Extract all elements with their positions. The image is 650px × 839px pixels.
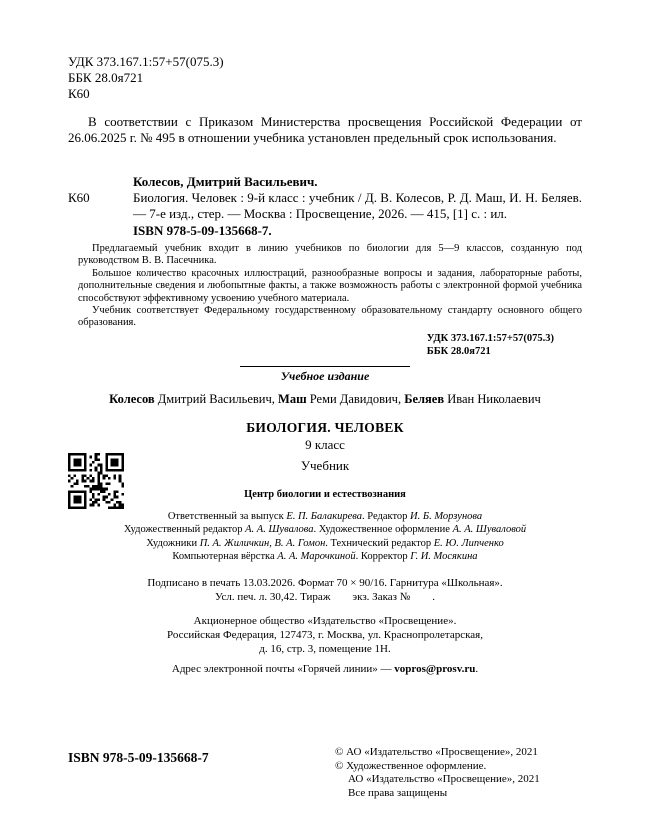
catalog-code: К60 bbox=[68, 190, 90, 205]
udk-code-bold: УДК 373.167.1:57+57(075.3) bbox=[426, 332, 554, 344]
book-code: К60 bbox=[68, 86, 90, 101]
annotation-block bbox=[78, 243, 582, 330]
print-info-line: Подписано в печать 13.03.2026. Формат 70 × 90/16. Гарнитура «Школьная». bbox=[147, 576, 503, 589]
bbk-code: ББК 28.0я721 bbox=[68, 70, 144, 85]
separator-rule bbox=[240, 366, 410, 367]
qr-code-graphic bbox=[68, 453, 124, 509]
hotline-email-line: Адрес электронной почты «Горячей линии» — vopros@prosv.ru. bbox=[171, 662, 479, 675]
credits-line: Художники П. А. Жиличкин, В. А. Гомон. Технический редактор Е. Ю. Липченко bbox=[146, 537, 504, 549]
publisher-block bbox=[0, 614, 650, 656]
credits-block bbox=[0, 510, 650, 564]
annotation-paragraph: Предлагаемый учебник входит в линию учебников по биологии для 5—9 классов, созданную под руководством В. В. Пасечника. bbox=[78, 243, 582, 267]
top-classification-block bbox=[68, 54, 582, 102]
credits-line: Компьютерная вёрстка А. А. Марочкиной. Корректор Г. И. Мосякина bbox=[172, 551, 478, 563]
ministry-order-note: В соответствии с Приказом Министерства просвещения Российской Федерации от 26.06.2025 г. № 495 в отношении учебника установлен предельный срок использования. bbox=[68, 114, 582, 145]
udk-code: УДК 373.167.1:57+57(075.3) bbox=[68, 54, 224, 69]
catalog-author: Колесов, Дмитрий Васильевич. bbox=[133, 174, 318, 189]
annotation-paragraph: Большое количество красочных иллюстраций, разнообразные вопросы и задания, лабораторные работы, дополнительные сведения и любопытные факты, а также возможность работы с электронной формой учебника способствуют эффективному усвоению учебного материала. bbox=[78, 267, 582, 304]
print-info-line: Усл. печ. л. 30,42. Тираж экз. Заказ № . bbox=[215, 590, 435, 603]
publishing-center-name: Центр биологии и естествознания bbox=[244, 488, 406, 500]
copyright-line: © АО «Издательство «Просвещение», 2021 bbox=[335, 746, 538, 758]
book-subtitle: Учебник bbox=[300, 457, 350, 473]
copyright-block bbox=[335, 746, 540, 800]
catalog-entry bbox=[68, 174, 582, 239]
copyright-line: АО «Издательство «Просвещение», 2021 bbox=[348, 773, 540, 785]
qr-code bbox=[68, 453, 124, 509]
catalog-isbn: ISBN 978-5-09-135668-7. bbox=[133, 223, 272, 238]
print-info-block bbox=[0, 576, 650, 604]
annotation-paragraph: Учебник соответствует Федеральному государственному образовательному стандарту основного общего образования. bbox=[78, 305, 582, 329]
classification-codes-right bbox=[427, 332, 554, 358]
publisher-name: Акционерное общество «Издательство «Просвещение». bbox=[193, 614, 457, 627]
book-title: БИОЛОГИЯ. ЧЕЛОВЕК bbox=[246, 419, 404, 435]
bbk-code-bold: ББК 28.0я721 bbox=[426, 345, 491, 357]
catalog-description: Биология. Человек : 9-й класс : учебник / Д. В. Колесов, Р. Д. Маш, И. Н. Беляев. — 7-е изд., стер. — Москва : Просвещение, 2026. — 415, [1] с. : ил. bbox=[133, 190, 582, 221]
copyright-line: Все права защищены bbox=[348, 786, 448, 799]
publisher-address: Российская Федерация, 127473, г. Москва, ул. Краснопролетарская, bbox=[167, 628, 483, 641]
publisher-address: д. 16, стр. 3, помещение 1Н. bbox=[259, 642, 391, 655]
book-grade: 9 класс bbox=[305, 436, 345, 452]
credits-line: Ответственный за выпуск Е. П. Балакирева. Редактор И. Б. Морзунова bbox=[167, 510, 483, 522]
edition-type-label: Учебное издание bbox=[280, 368, 370, 383]
copyright-line: © Художественное оформление. bbox=[335, 759, 487, 772]
credits-line: Художественный редактор А. А. Шувалова. Художественное оформление А. А. Шуваловой bbox=[123, 524, 527, 536]
authors-line: Колесов Дмитрий Васильевич, Маш Реми Давидович, Беляев Иван Николаевич bbox=[109, 391, 541, 406]
isbn-bottom: ISBN 978-5-09-135668-7 bbox=[68, 750, 209, 765]
